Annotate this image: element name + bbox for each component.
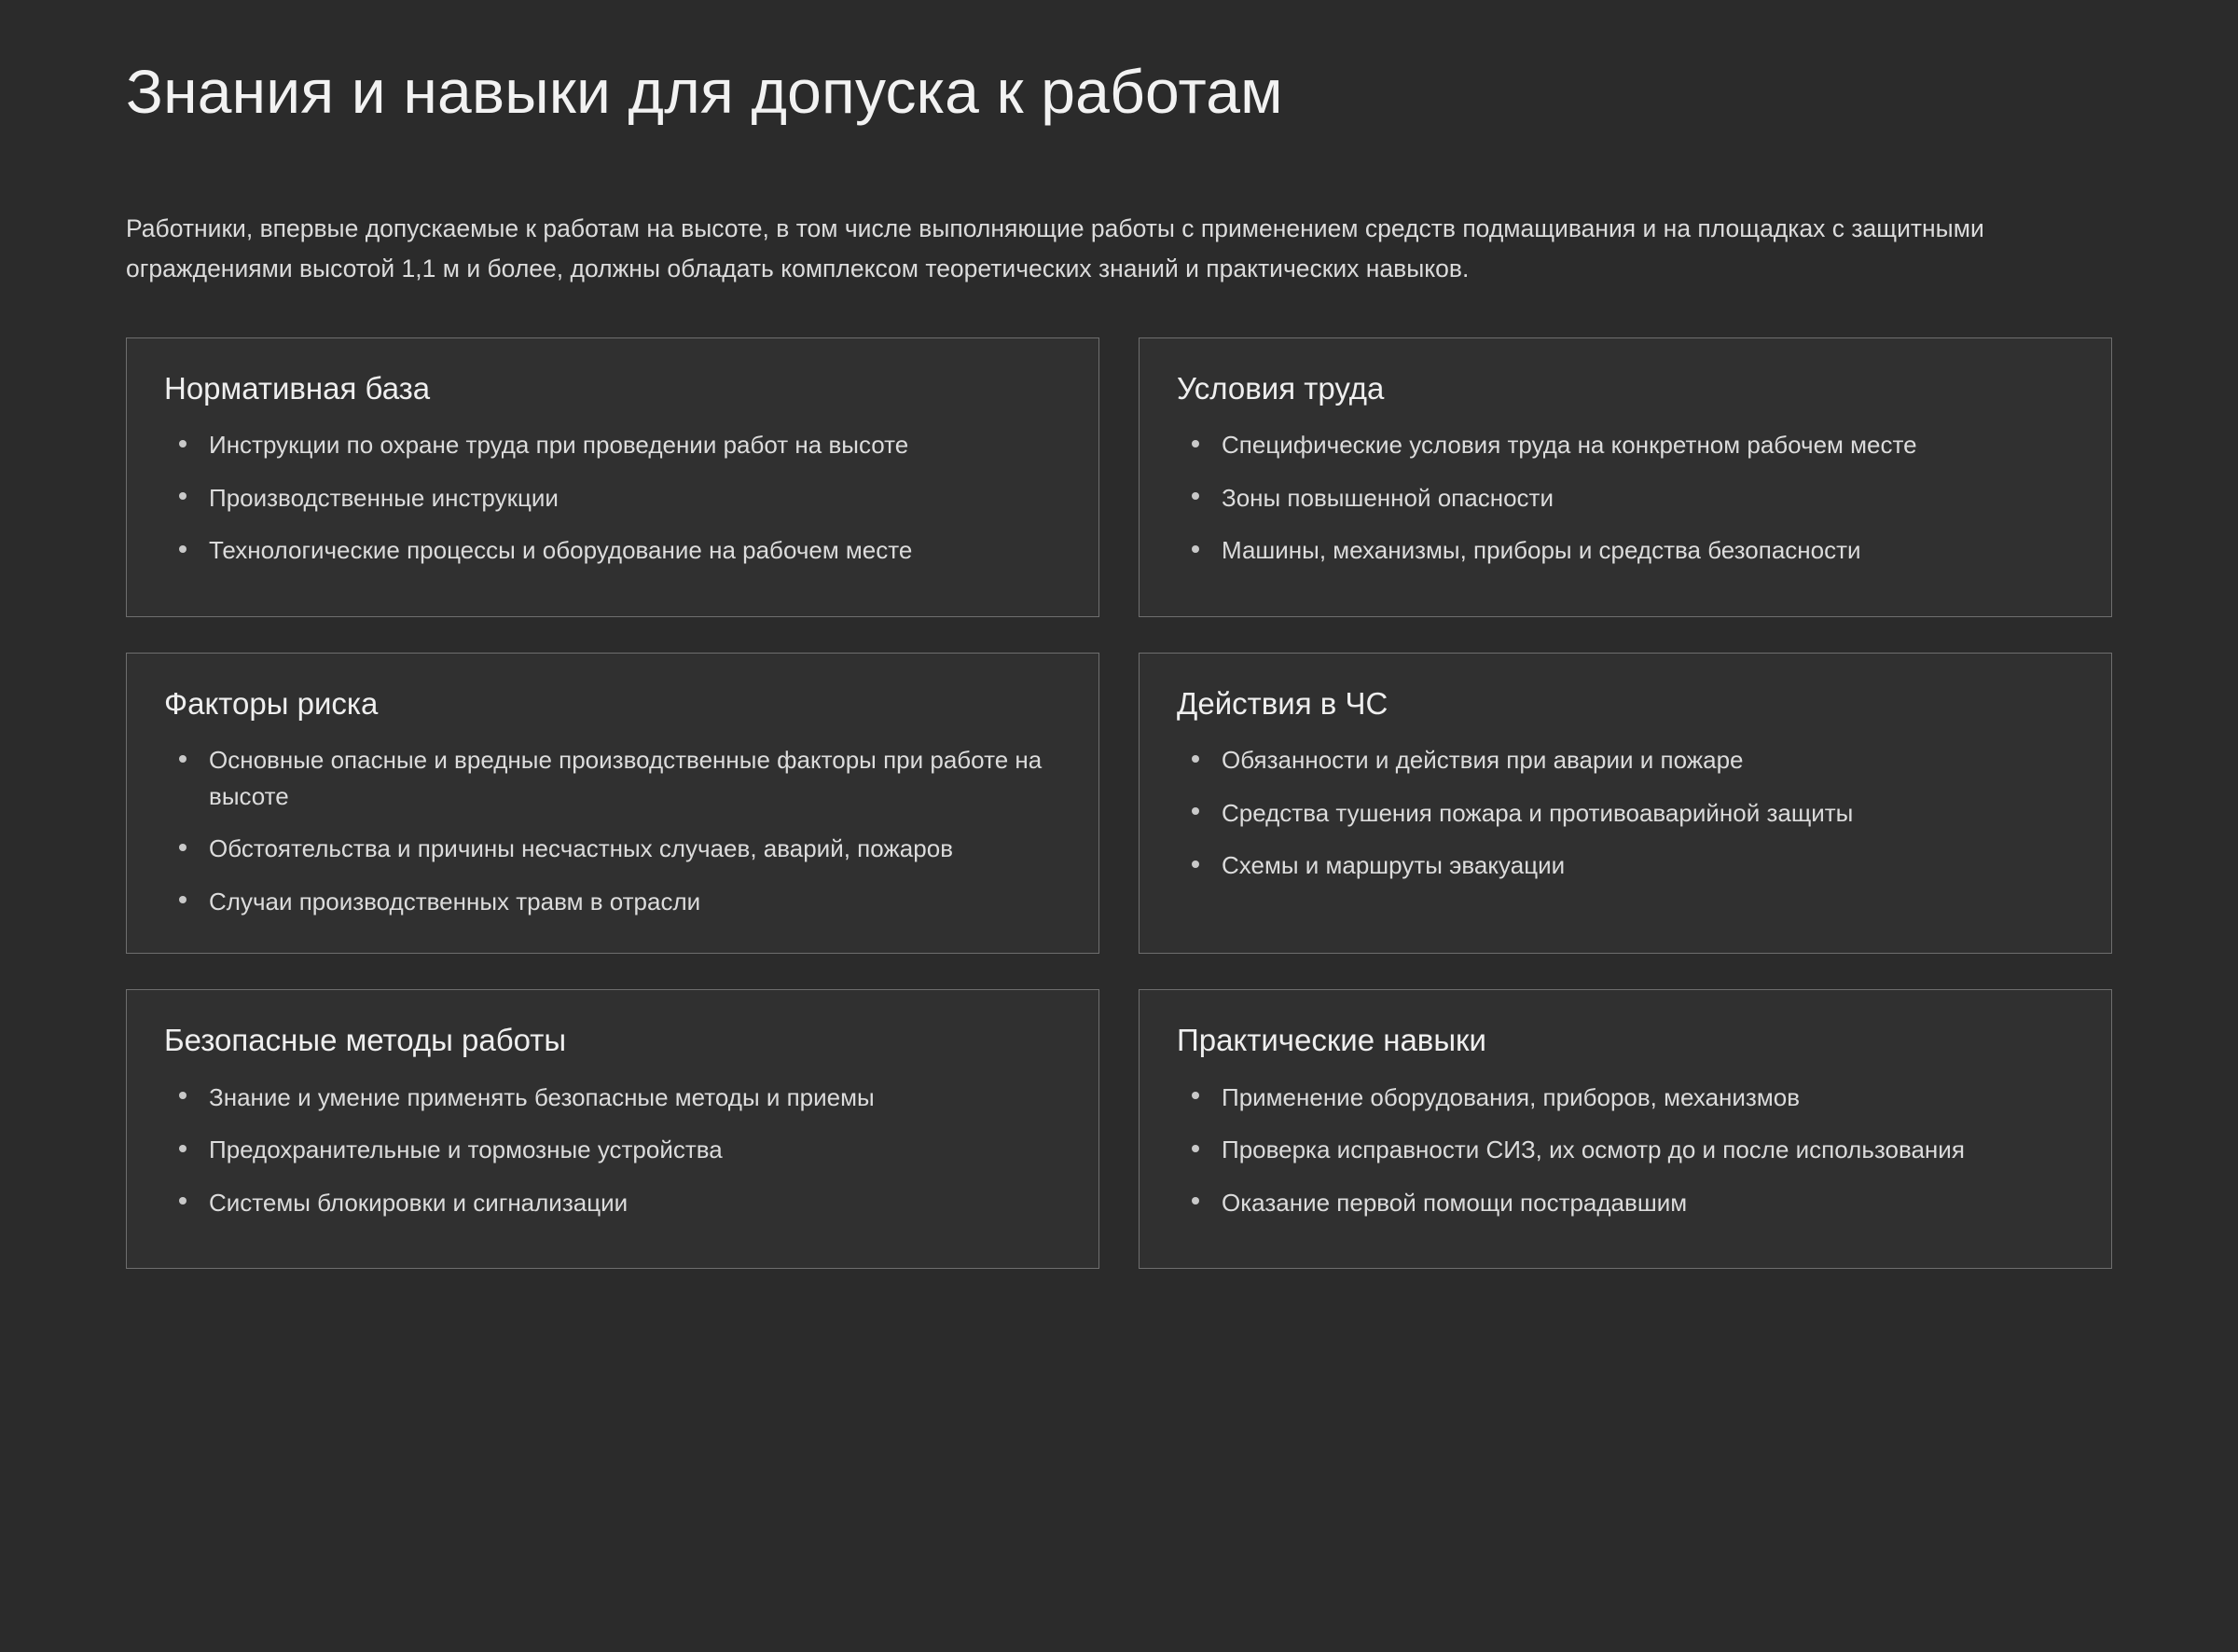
list-item-label: Специфические условия труда на конкретном рабочем месте — [1222, 431, 1917, 460]
card-title: Условия труда — [1177, 370, 1385, 406]
list-item — [164, 1132, 1061, 1167]
card-list — [164, 742, 1061, 919]
bullet-icon — [1192, 545, 1199, 553]
bullet-icon — [179, 492, 186, 500]
list-item-label: Оказание первой помощи пострадавшим — [1222, 1188, 1688, 1217]
list-item — [164, 742, 1061, 814]
card-prakticheskie-navyki — [1139, 989, 2112, 1269]
bullet-icon — [179, 1092, 186, 1099]
bullet-icon — [179, 896, 186, 903]
list-item — [1177, 1132, 2074, 1167]
list-item-label: Основные опасные и вредные производственные факторы при работе на высоте — [209, 746, 1043, 810]
card-title: Нормативная база — [164, 370, 431, 406]
card-list — [1177, 742, 2074, 883]
bullet-icon — [1192, 440, 1199, 447]
bullet-icon — [179, 844, 186, 851]
bullet-icon — [179, 440, 186, 447]
bullet-icon — [1192, 807, 1199, 815]
list-item — [1177, 847, 2074, 883]
list-item-label: Средства тушения пожара и противоаварийной защиты — [1222, 798, 1854, 827]
card-usloviya-truda — [1139, 337, 2112, 617]
intro-paragraph: Работники, впервые допускаемые к работам на высоте, в том числе выполняющие работы с применением средств подмащивания и на площадках с защитными ограждениями высотой 1,1 м и более, должны обладать комплексом теоретических знаний и практических навыков. — [126, 213, 1984, 282]
list-item — [164, 532, 1061, 568]
card-title: Практические навыки — [1177, 1023, 1486, 1058]
list-item — [164, 1080, 1061, 1115]
card-title: Безопасные методы работы — [164, 1023, 567, 1058]
list-item-label: Зоны повышенной опасности — [1222, 483, 1554, 512]
bullet-icon — [179, 755, 186, 763]
list-item-label: Производственные инструкции — [209, 483, 559, 512]
card-bezopasnye-metody-raboty — [126, 989, 1099, 1269]
card-title: Факторы риска — [164, 685, 379, 721]
card-deystviya-v-chs — [1139, 653, 2112, 954]
list-item-label: Случаи производственных травм в отрасли — [209, 887, 701, 915]
bullet-icon — [1192, 860, 1199, 868]
list-item-label: Обстоятельства и причины несчастных случаев, аварий, пожаров — [209, 834, 954, 863]
bullet-icon — [1192, 1197, 1199, 1205]
list-item — [164, 884, 1061, 919]
card-list — [164, 1080, 1061, 1220]
list-item — [164, 480, 1061, 516]
list-item — [164, 1185, 1061, 1220]
list-item — [1177, 742, 2074, 778]
list-item-label: Инструкции по охране труда при проведении работ на высоте — [209, 431, 909, 460]
list-item — [164, 427, 1061, 462]
list-item — [1177, 532, 2074, 568]
list-item — [1177, 1080, 2074, 1115]
cards-grid — [126, 337, 2112, 1269]
list-item-label: Системы блокировки и сигнализации — [209, 1188, 629, 1217]
list-item — [1177, 795, 2074, 831]
list-item-label: Предохранительные и тормозные устройства — [209, 1136, 723, 1164]
list-item-label: Технологические процессы и оборудование на рабочем месте — [209, 536, 913, 565]
card-normativnaya-baza — [126, 337, 1099, 617]
bullet-icon — [1192, 492, 1199, 500]
bullet-icon — [179, 1145, 186, 1152]
list-item-label: Знание и умение применять безопасные методы и приемы — [209, 1082, 875, 1111]
card-title: Действия в ЧС — [1177, 685, 1388, 721]
list-item-label: Проверка исправности СИЗ, их осмотр до и после использования — [1222, 1136, 1965, 1164]
bullet-icon — [179, 1197, 186, 1205]
list-item — [1177, 480, 2074, 516]
card-list — [1177, 1080, 2074, 1220]
list-item-label: Схемы и маршруты эвакуации — [1222, 851, 1566, 880]
bullet-icon — [1192, 1092, 1199, 1099]
card-list — [1177, 427, 2074, 568]
list-item-label: Обязанности и действия при аварии и пожаре — [1222, 746, 1744, 775]
page-title: Знания и навыки для допуска к работам — [126, 57, 1283, 126]
list-item-label: Машины, механизмы, приборы и средства безопасности — [1222, 536, 1861, 565]
list-item-label: Применение оборудования, приборов, механизмов — [1222, 1082, 1801, 1111]
list-item — [1177, 427, 2074, 462]
list-item — [1177, 1185, 2074, 1220]
card-list — [164, 427, 1061, 568]
list-item — [164, 831, 1061, 866]
bullet-icon — [179, 545, 186, 553]
card-faktory-riska — [126, 653, 1099, 954]
bullet-icon — [1192, 755, 1199, 763]
bullet-icon — [1192, 1145, 1199, 1152]
